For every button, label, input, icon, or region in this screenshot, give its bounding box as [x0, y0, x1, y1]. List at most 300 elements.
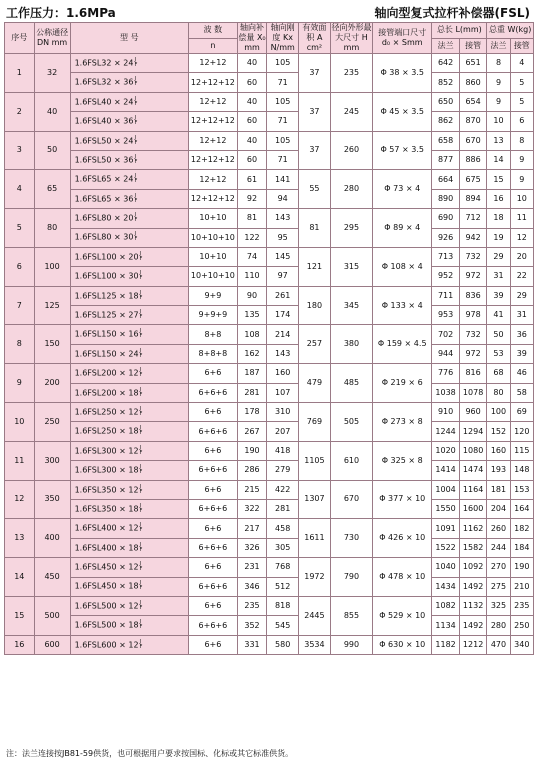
page-header [0, 0, 540, 22]
suffix-j: J [139, 619, 142, 626]
cell-pipe: Φ 38 × 3.5 [373, 54, 432, 93]
cell-weight-flange: 244 [487, 538, 510, 557]
cell-x0: 81 [237, 209, 267, 228]
cell-length-flange: 702 [432, 325, 460, 344]
cell-length-flange: 1038 [432, 383, 460, 402]
suffix-j: J [134, 56, 136, 63]
cell-model [70, 247, 188, 266]
model-code: 1.6FSL32 × 36 [74, 77, 134, 87]
cell-waves: 10+10 [189, 209, 238, 228]
cell-dn: 150 [34, 325, 70, 364]
cell-length-pipe: 1078 [459, 383, 487, 402]
model-code: 1.6FSL65 × 36 [74, 194, 134, 204]
cell-length-flange: 1040 [432, 558, 460, 577]
model-code: 1.6FSL100 × 20 [74, 252, 139, 262]
col-pipe: 接管端口尺寸 d₀ × Smm [373, 23, 432, 54]
suffix-j: J [139, 425, 142, 432]
model-code: 1.6FSL150 × 16 [74, 329, 139, 339]
model-code: 1.6FSL80 × 30 [74, 232, 134, 242]
suffix-f: F [139, 469, 143, 476]
cell-dn: 50 [34, 131, 70, 170]
model-suffix [140, 446, 143, 456]
cell-kx: 768 [267, 558, 299, 577]
cell-h: 730 [330, 519, 372, 558]
cell-x0: 178 [237, 403, 267, 422]
suffix-f: F [139, 352, 143, 359]
table-row [5, 247, 534, 266]
table-row [5, 150, 534, 169]
cell-seq: 11 [5, 441, 35, 480]
model-suffix [140, 523, 143, 533]
cell-weight-pipe: 39 [510, 344, 533, 363]
cell-dn: 65 [34, 170, 70, 209]
cell-dn: 40 [34, 92, 70, 131]
cell-weight-flange: 100 [487, 403, 510, 422]
cell-length-flange: 664 [432, 170, 460, 189]
cell-area: 479 [299, 364, 331, 403]
table-row [5, 635, 534, 654]
cell-model [70, 616, 188, 635]
suffix-f: F [134, 217, 138, 224]
cell-length-pipe: 654 [459, 92, 487, 111]
cell-waves: 6+6+6 [189, 616, 238, 635]
table-row [5, 461, 534, 480]
cell-length-flange: 953 [432, 306, 460, 325]
suffix-f: F [134, 61, 138, 68]
model-suffix [140, 465, 143, 475]
cell-x0: 215 [237, 480, 267, 499]
cell-length-pipe: 1132 [459, 596, 487, 615]
cell-model [70, 596, 188, 615]
suffix-j: J [139, 270, 142, 277]
cell-x0: 122 [237, 228, 267, 247]
cell-x0: 190 [237, 441, 267, 460]
cell-x0: 60 [237, 112, 267, 131]
cell-weight-flange: 41 [487, 306, 510, 325]
cell-waves: 6+6+6 [189, 577, 238, 596]
cell-weight-flange: 18 [487, 209, 510, 228]
col-seq: 序号 [5, 23, 35, 54]
cell-weight-flange: 14 [487, 150, 510, 169]
cell-h: 280 [330, 170, 372, 209]
suffix-f: F [134, 158, 138, 165]
cell-dn: 80 [34, 209, 70, 248]
cell-waves: 6+6 [189, 480, 238, 499]
cell-model [70, 558, 188, 577]
cell-model [70, 538, 188, 557]
suffix-j: J [139, 522, 142, 529]
cell-kx: 107 [267, 383, 299, 402]
cell-weight-flange: 31 [487, 267, 510, 286]
model-suffix [134, 194, 137, 204]
suffix-j: J [139, 367, 142, 374]
suffix-j: J [139, 250, 142, 257]
cell-model [70, 480, 188, 499]
cell-length-pipe: 894 [459, 189, 487, 208]
suffix-j: J [139, 328, 142, 335]
model-suffix [140, 543, 143, 553]
suffix-f: F [139, 275, 143, 282]
cell-kx: 174 [267, 306, 299, 325]
cell-model [70, 306, 188, 325]
cell-seq: 3 [5, 131, 35, 170]
cell-weight-flange: 68 [487, 364, 510, 383]
suffix-j: J [139, 347, 142, 354]
cell-x0: 40 [237, 131, 267, 150]
suffix-f: F [139, 314, 143, 321]
cell-length-pipe: 886 [459, 150, 487, 169]
cell-area: 769 [299, 403, 331, 442]
cell-model [70, 189, 188, 208]
cell-weight-pipe: 153 [510, 480, 533, 499]
model-suffix [140, 368, 143, 378]
cell-h: 295 [330, 209, 372, 248]
model-suffix [140, 252, 143, 262]
cell-kx: 207 [267, 422, 299, 441]
cell-area: 1972 [299, 558, 331, 597]
suffix-j: J [139, 405, 142, 412]
cell-pipe: Φ 273 × 8 [373, 403, 432, 442]
cell-weight-flange: 270 [487, 558, 510, 577]
col-dn: 公称通径 DN mm [34, 23, 70, 54]
cell-weight-pipe: 12 [510, 228, 533, 247]
suffix-j: J [139, 599, 142, 606]
suffix-j: J [134, 231, 136, 238]
cell-waves: 12+12 [189, 170, 238, 189]
cell-model [70, 635, 188, 654]
model-code: 1.6FSL600 × 12 [74, 640, 139, 650]
cell-kx: 818 [267, 596, 299, 615]
cell-kx: 281 [267, 499, 299, 518]
cell-kx: 71 [267, 150, 299, 169]
cell-h: 990 [330, 635, 372, 654]
cell-length-pipe: 836 [459, 286, 487, 305]
suffix-f: F [134, 236, 138, 243]
cell-model [70, 325, 188, 344]
cell-waves: 6+6+6 [189, 461, 238, 480]
cell-length-pipe: 1492 [459, 616, 487, 635]
col-area: 有效面积 A cm² [299, 23, 331, 54]
cell-x0: 346 [237, 577, 267, 596]
cell-weight-flange: 10 [487, 112, 510, 131]
suffix-j: J [139, 386, 142, 393]
pressure-title: 工作压力：1.6MPa [6, 6, 116, 20]
cell-weight-flange: 152 [487, 422, 510, 441]
model-suffix [140, 407, 143, 417]
model-code: 1.6FSL200 × 12 [74, 368, 139, 378]
cell-waves: 6+6 [189, 441, 238, 460]
cell-weight-flange: 160 [487, 441, 510, 460]
table-row [5, 170, 534, 189]
cell-weight-flange: 275 [487, 577, 510, 596]
cell-length-pipe: 960 [459, 403, 487, 422]
suffix-j: J [134, 192, 136, 199]
suffix-f: F [139, 604, 143, 611]
cell-length-flange: 1004 [432, 480, 460, 499]
cell-kx: 458 [267, 519, 299, 538]
col-model: 型 号 [70, 23, 188, 54]
col-length-pipe: 接管 [459, 38, 487, 54]
cell-model [70, 383, 188, 402]
suffix-f: F [134, 178, 138, 185]
cell-length-pipe: 1162 [459, 519, 487, 538]
model-code: 1.6FSL150 × 24 [74, 349, 139, 359]
cell-x0: 92 [237, 189, 267, 208]
cell-length-pipe: 972 [459, 344, 487, 363]
table-row [5, 189, 534, 208]
model-code: 1.6FSL32 × 24 [74, 58, 134, 68]
cell-seq: 12 [5, 480, 35, 519]
footnote: 注：法兰连接按JB81-59供货，也可根据用户要求按国标、化标或其它标准供货。 [6, 749, 294, 758]
cell-kx: 141 [267, 170, 299, 189]
cell-weight-pipe: 46 [510, 364, 533, 383]
col-waves-n: n [189, 38, 238, 54]
cell-kx: 422 [267, 480, 299, 499]
cell-length-pipe: 978 [459, 306, 487, 325]
table-row [5, 286, 534, 305]
model-suffix [134, 97, 137, 107]
suffix-f: F [139, 333, 143, 340]
cell-x0: 60 [237, 73, 267, 92]
suffix-j: J [139, 502, 142, 509]
cell-waves: 6+6 [189, 558, 238, 577]
cell-seq: 16 [5, 635, 35, 654]
cell-x0: 40 [237, 92, 267, 111]
cell-weight-pipe: 5 [510, 73, 533, 92]
model-suffix [140, 349, 143, 359]
cell-model [70, 422, 188, 441]
cell-area: 257 [299, 325, 331, 364]
cell-x0: 74 [237, 247, 267, 266]
cell-seq: 9 [5, 364, 35, 403]
model-code: 1.6FSL300 × 12 [74, 446, 139, 456]
table-row [5, 499, 534, 518]
cell-weight-flange: 260 [487, 519, 510, 538]
cell-dn: 100 [34, 247, 70, 286]
cell-area: 81 [299, 209, 331, 248]
cell-weight-pipe: 29 [510, 286, 533, 305]
table-row [5, 538, 534, 557]
cell-weight-flange: 470 [487, 635, 510, 654]
cell-waves: 6+6+6 [189, 383, 238, 402]
cell-length-pipe: 942 [459, 228, 487, 247]
cell-weight-flange: 80 [487, 383, 510, 402]
cell-model [70, 131, 188, 150]
cell-x0: 322 [237, 499, 267, 518]
cell-weight-pipe: 120 [510, 422, 533, 441]
cell-x0: 40 [237, 54, 267, 73]
model-suffix [140, 581, 143, 591]
suffix-f: F [139, 372, 143, 379]
table-row [5, 383, 534, 402]
model-suffix [140, 329, 143, 339]
cell-h: 235 [330, 54, 372, 93]
model-suffix [140, 562, 143, 572]
cell-dn: 300 [34, 441, 70, 480]
cell-seq: 6 [5, 247, 35, 286]
cell-length-pipe: 1582 [459, 538, 487, 557]
col-length: 总长 L(mm) [432, 23, 487, 39]
suffix-f: F [134, 100, 138, 107]
model-suffix [140, 426, 143, 436]
cell-pipe: Φ 45 × 3.5 [373, 92, 432, 131]
cell-dn: 450 [34, 558, 70, 597]
cell-weight-flange: 280 [487, 616, 510, 635]
model-code: 1.6FSL500 × 18 [74, 620, 139, 630]
table-row [5, 112, 534, 131]
cell-weight-flange: 19 [487, 228, 510, 247]
cell-h: 670 [330, 480, 372, 519]
cell-weight-pipe: 164 [510, 499, 533, 518]
cell-h: 380 [330, 325, 372, 364]
cell-h: 260 [330, 131, 372, 170]
cell-model [70, 150, 188, 169]
cell-model [70, 54, 188, 73]
col-axial-comp: 轴向补偿量 X₀ mm [238, 23, 266, 52]
cell-x0: 61 [237, 170, 267, 189]
cell-h: 485 [330, 364, 372, 403]
cell-kx: 418 [267, 441, 299, 460]
cell-kx: 97 [267, 267, 299, 286]
cell-length-pipe: 1212 [459, 635, 487, 654]
model-suffix [134, 213, 137, 223]
model-code: 1.6FSL65 × 24 [74, 174, 134, 184]
cell-weight-pipe: 11 [510, 209, 533, 228]
cell-waves: 12+12+12 [189, 73, 238, 92]
cell-length-flange: 658 [432, 131, 460, 150]
cell-weight-pipe: 182 [510, 519, 533, 538]
cell-model [70, 461, 188, 480]
model-suffix [140, 291, 143, 301]
model-suffix [134, 155, 137, 165]
suffix-f: F [134, 81, 138, 88]
cell-area: 37 [299, 54, 331, 93]
cell-area: 37 [299, 92, 331, 131]
suffix-f: F [139, 527, 143, 534]
model-suffix [134, 174, 137, 184]
cell-weight-flange: 325 [487, 596, 510, 615]
cell-length-pipe: 732 [459, 325, 487, 344]
cell-x0: 162 [237, 344, 267, 363]
table-row [5, 73, 534, 92]
cell-pipe: Φ 478 × 10 [373, 558, 432, 597]
col-length-flange: 法兰 [432, 38, 460, 54]
cell-model [70, 364, 188, 383]
cell-pipe: Φ 219 × 6 [373, 364, 432, 403]
cell-length-flange: 1550 [432, 499, 460, 518]
cell-length-flange: 926 [432, 228, 460, 247]
suffix-f: F [139, 546, 143, 553]
cell-dn: 500 [34, 596, 70, 635]
cell-waves: 6+6 [189, 596, 238, 615]
cell-seq: 4 [5, 170, 35, 209]
cell-length-flange: 690 [432, 209, 460, 228]
table-row [5, 558, 534, 577]
cell-x0: 108 [237, 325, 267, 344]
col-waves: 波 数 [189, 23, 238, 39]
cell-weight-flange: 50 [487, 325, 510, 344]
cell-x0: 110 [237, 267, 267, 286]
cell-waves: 6+6 [189, 519, 238, 538]
cell-kx: 105 [267, 92, 299, 111]
cell-length-pipe: 1600 [459, 499, 487, 518]
cell-length-pipe: 1164 [459, 480, 487, 499]
model-suffix [134, 58, 137, 68]
suffix-f: F [139, 488, 143, 495]
cell-length-flange: 1082 [432, 596, 460, 615]
cell-area: 55 [299, 170, 331, 209]
model-code: 1.6FSL400 × 18 [74, 543, 139, 553]
cell-waves: 8+8 [189, 325, 238, 344]
cell-weight-flange: 181 [487, 480, 510, 499]
cell-weight-flange: 8 [487, 54, 510, 73]
cell-waves: 12+12+12 [189, 189, 238, 208]
model-code: 1.6FSL300 × 18 [74, 465, 139, 475]
suffix-j: J [139, 483, 142, 490]
cell-length-pipe: 675 [459, 170, 487, 189]
cell-length-flange: 1414 [432, 461, 460, 480]
table-row [5, 422, 534, 441]
cell-weight-pipe: 10 [510, 189, 533, 208]
cell-h: 610 [330, 441, 372, 480]
cell-h: 245 [330, 92, 372, 131]
suffix-j: J [139, 638, 142, 645]
cell-weight-flange: 29 [487, 247, 510, 266]
cell-model [70, 577, 188, 596]
cell-pipe: Φ 159 × 4.5 [373, 325, 432, 364]
cell-weight-pipe: 184 [510, 538, 533, 557]
cell-waves: 12+12+12 [189, 150, 238, 169]
cell-kx: 160 [267, 364, 299, 383]
cell-area: 1105 [299, 441, 331, 480]
suffix-j: J [134, 95, 136, 102]
cell-pipe: Φ 426 × 10 [373, 519, 432, 558]
cell-seq: 2 [5, 92, 35, 131]
table-row [5, 131, 534, 150]
cell-model [70, 499, 188, 518]
model-code: 1.6FSL250 × 18 [74, 426, 139, 436]
model-code: 1.6FSL350 × 12 [74, 485, 139, 495]
col-max-od: 径向外形最大尺寸 H mm [331, 23, 372, 52]
cell-length-flange: 877 [432, 150, 460, 169]
cell-x0: 187 [237, 364, 267, 383]
cell-x0: 281 [237, 383, 267, 402]
cell-length-flange: 1434 [432, 577, 460, 596]
cell-weight-pipe: 250 [510, 616, 533, 635]
cell-length-pipe: 1294 [459, 422, 487, 441]
model-code: 1.6FSL450 × 12 [74, 562, 139, 572]
cell-waves: 9+9+9 [189, 306, 238, 325]
model-code: 1.6FSL400 × 12 [74, 523, 139, 533]
suffix-j: J [139, 444, 142, 451]
cell-model [70, 92, 188, 111]
cell-area: 121 [299, 247, 331, 286]
cell-area: 37 [299, 131, 331, 170]
cell-length-flange: 952 [432, 267, 460, 286]
cell-seq: 10 [5, 403, 35, 442]
table-row [5, 267, 534, 286]
cell-kx: 305 [267, 538, 299, 557]
cell-kx: 145 [267, 247, 299, 266]
suffix-f: F [139, 643, 143, 650]
model-code: 1.6FSL100 × 30 [74, 271, 139, 281]
cell-dn: 600 [34, 635, 70, 654]
cell-waves: 6+6 [189, 364, 238, 383]
cell-length-pipe: 1080 [459, 441, 487, 460]
cell-weight-flange: 13 [487, 131, 510, 150]
cell-x0: 235 [237, 596, 267, 615]
cell-model [70, 441, 188, 460]
